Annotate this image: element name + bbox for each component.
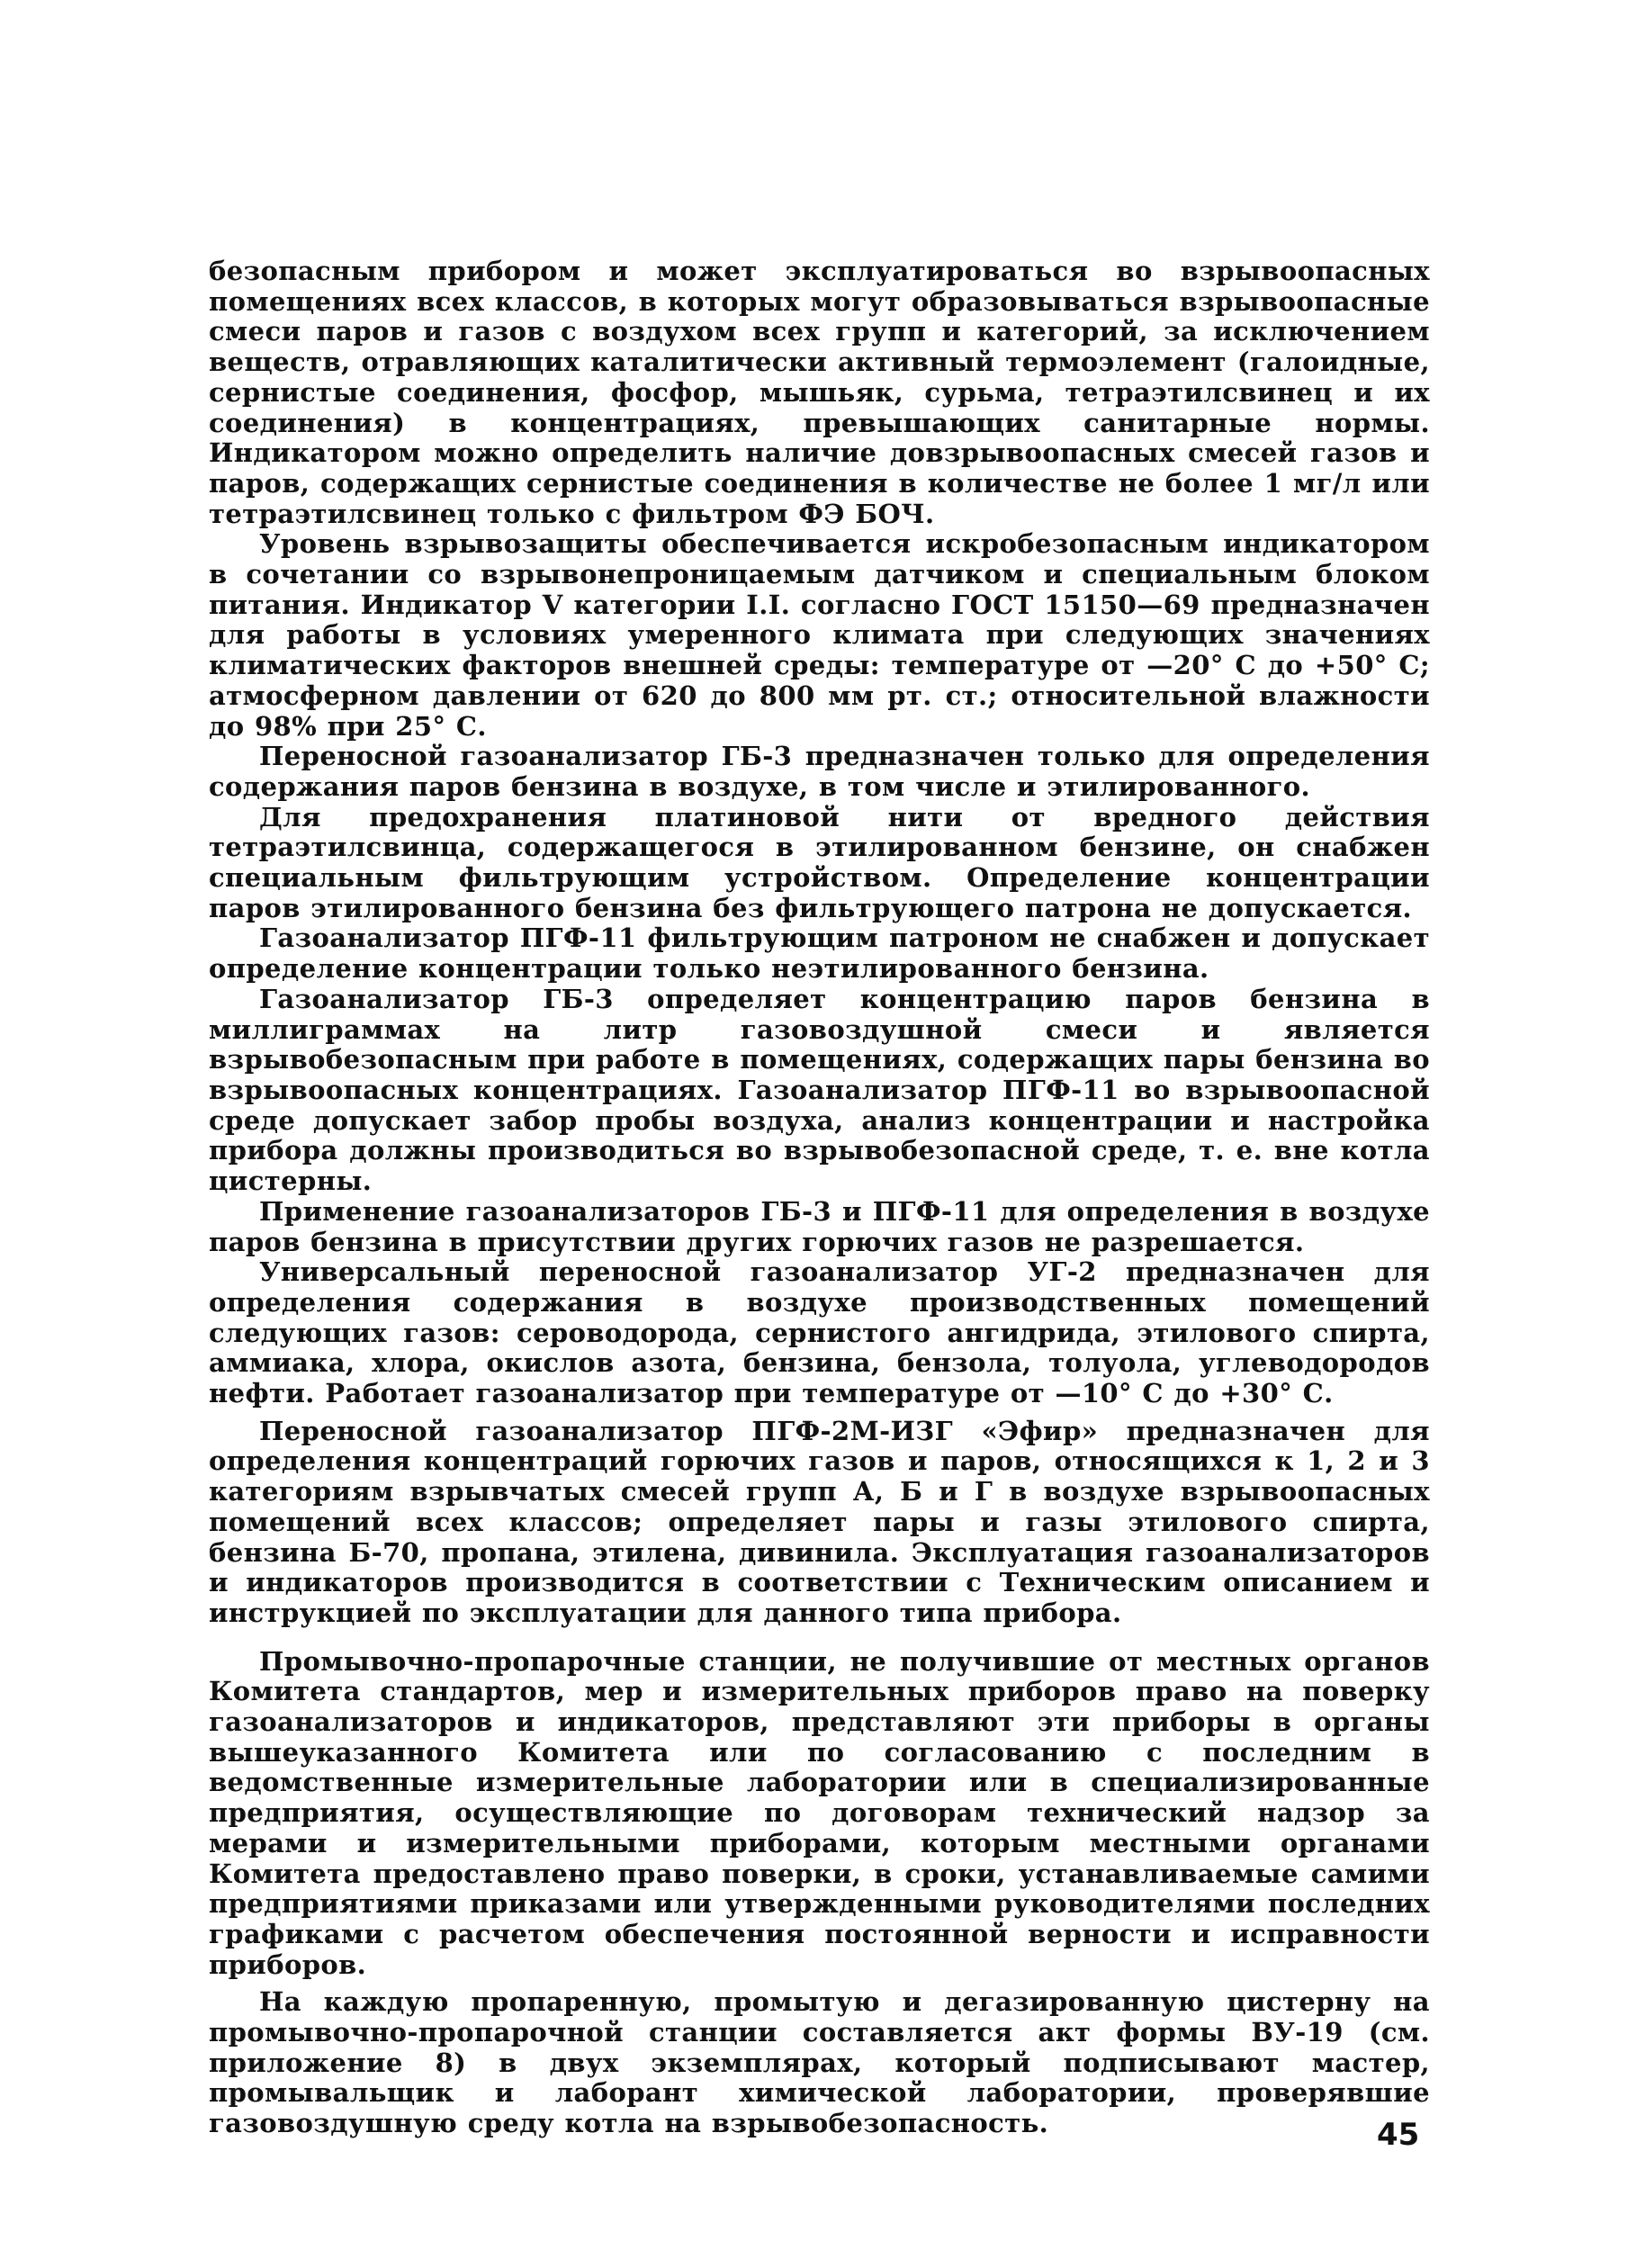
body-text — [209, 256, 1430, 2139]
paragraph-9: Переносной газоанализатор ПГФ-2М-ИЗГ «Эфир» предназначен для определения концентраций горючих газов и паров, относящихся к 1, 2 и 3 категориям взрывчатых смесей групп А, Б и Г в воздухе взрывоопасных помещений всех классов; определяет пары и газы этилового спирта, бензина Б-70, пропана, этилена, дивинила. Эксплуатация газоанализаторов и индикаторов производится в соответствии с Техническим описанием и инструкцией по эксплуатации для данного типа прибора. — [209, 1415, 1430, 1628]
page-number: 45 — [1377, 2117, 1420, 2153]
paragraph-8: Универсальный переносной газоанализатор УГ-2 предназначен для определения содержания в воздухе производственных помещений следующих газов: сероводорода, сернистого ангидрида, этилового спирта, аммиака, хлора, окислов азота, бензина, бензола, толуола, углеводородов нефти. Работает газоанализатор при температуре от —10° С до +30° С. — [209, 1256, 1430, 1409]
paragraph-7: Применение газоанализаторов ГБ-3 и ПГФ-11 для определения в воздухе паров бензина в присутствии других горючих газов не разрешается. — [209, 1195, 1430, 1257]
paragraph-6: Газоанализатор ГБ-3 определяет концентрацию паров бензина в миллиграммах на литр газовоздушной смеси и является взрывобезопасным при работе в помещениях, содержащих пары бензина во взрывоопасных концентрациях. Газоанализатор ПГФ-11 во взрывоопасной среде допускает забор пробы воздуха, анализ концентрации и настройка прибора должны производиться во взрывобезопасной среде, т. е. вне котла цистерны. — [209, 983, 1430, 1197]
paragraph-2: Уровень взрывозащиты обеспечивается искробезопасным индикатором в сочетании со взрывонепроницаемым датчиком и специальным блоком питания. Индикатор V категории I.I. согласно ГОСТ 15150—69 предназначен для работы в условиях умеренного климата при следующих значениях климатических факторов внешней среды: температуре от —20° С до +50° С; атмосферном давлении от 620 до 800 мм рт. ст.; относительной влажности до 98% при 25° С. — [209, 528, 1430, 742]
paragraph-5: Газоанализатор ПГФ-11 фильтрующим патроном не снабжен и допускает определение концентрации только неэтилированного бензина. — [209, 922, 1430, 985]
paragraph-11: На каждую пропаренную, промытую и дегазированную цистерну на промывочно-пропарочной станции составляется акт формы ВУ-19 (см. приложение 8) в двух экземплярах, который подписывают мастер, промывальщик и лаборант химической лаборатории, проверявшие газовоздушную среду котла на взрывобезопасность. — [209, 1986, 1430, 2139]
paragraph-3: Переносной газоанализатор ГБ-3 предназначен только для определения содержания паров бензина в воздухе, в том числе и этилированного. — [209, 741, 1430, 802]
paragraph-10: Промывочно-пропарочные станции, не получившие от местных органов Комитета стандартов, мер и измерительных приборов право на поверку газоанализаторов и индикаторов, представляют эти приборы в органы вышеуказанного Комитета или по согласованию с последним в ведомственные измерительные лаборатории или в специализированные предприятия, осуществляющие по договорам технический надзор за мерами и измерительными приборами, которым местными органами Комитета предоставлено право поверки, в сроки, устанавливаемые самими предприятиями приказами или утвержденными руководителями последних графиками с расчетом обеспечения постоянной верности и исправности приборов. — [209, 1645, 1430, 1980]
paragraph-1: безопасным прибором и может эксплуатироваться во взрывоопасных помещениях всех классов, в которых могут образовываться взрывоопасные смеси паров и газов с воздухом всех групп и категорий, за исключением веществ, отравляющих каталитически активный термоэлемент (галоидные, сернистые соединения, фосфор, мышьяк, сурьма, тетраэтилсвинец и их соединения) в концентрациях, превышающих санитарные нормы. Индикатором можно определить наличие довзрывоопасных смесей газов и паров, содержащих сернистые соединения в количестве не более 1 мг/л или тетраэтилсвинец только с фильтром ФЭ БОЧ. — [209, 256, 1430, 529]
paragraph-4: Для предохранения платиновой нити от вредного действия тетраэтилсвинца, содержащегося в этилированном бензине, он снабжен специальным фильтрующим устройством. Определение концентрации паров этилированного бензина без фильтрующего патрона не допускается. — [209, 801, 1430, 923]
